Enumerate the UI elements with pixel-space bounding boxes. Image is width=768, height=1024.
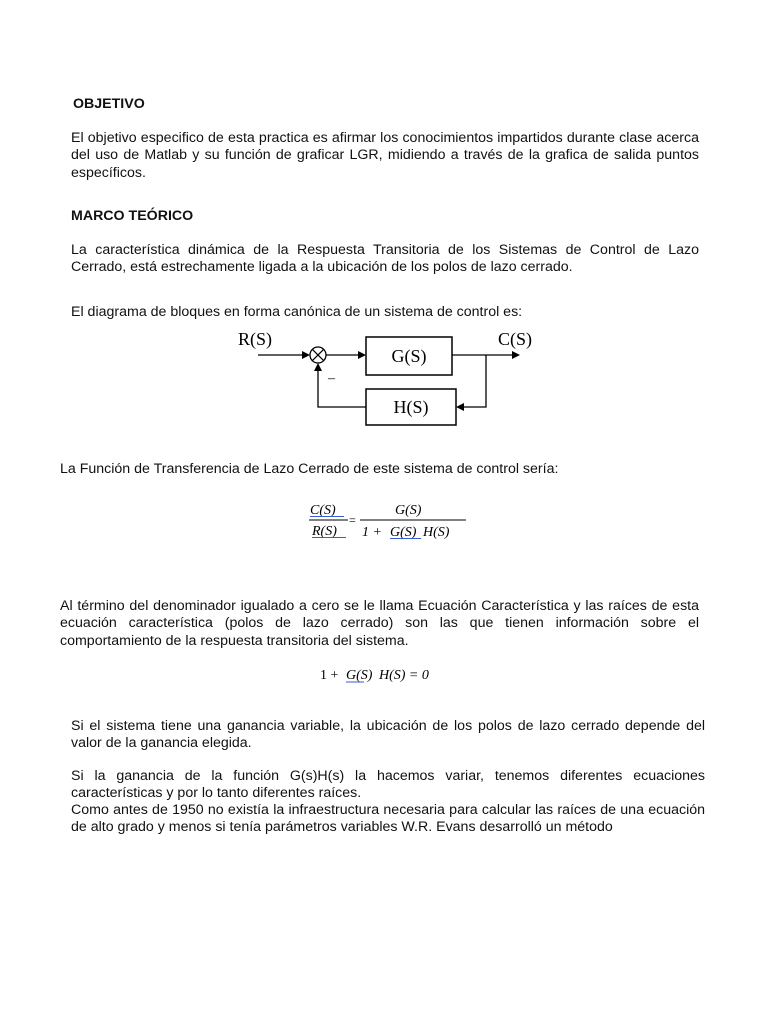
- tf-rhs-den-one: 1 +: [362, 525, 386, 540]
- heading-marco-teorico: MARCO TEÓRICO: [71, 208, 194, 224]
- junction-to-g-arrowhead: [358, 351, 366, 359]
- paragraph-funcion-transferencia: La Función de Transferencia de Lazo Cerrado de este sistema de control sería:: [60, 461, 559, 477]
- forward-block-label: G(S): [391, 346, 427, 366]
- paragraph-objetivo: El objetivo especifico de esta practica es afirmar los conocimientos impartidos durante clase acerca del uso de Matlab y su función de graficar LGR, midiendo a través de la grafica de salida puntos específicos.: [71, 130, 699, 181]
- char-eq-prefix: 1 +: [320, 668, 342, 683]
- feedback-arrowhead-junction: [314, 363, 322, 371]
- char-eq-rest: H(S) = 0: [379, 668, 429, 683]
- paragraph-ganancia-variable: Si el sistema tiene una ganancia variable, la ubicación de los polos de lazo cerrado depende del valor de la ganancia elegida.: [71, 718, 705, 752]
- feedback-sign: –: [328, 371, 335, 386]
- feedback-path-left: [318, 369, 366, 407]
- paragraph-ganancia-variar: Si la ganancia de la función G(s)H(s) la hacemos variar, tenemos diferentes ecuaciones características y por lo tanto diferentes raíces.: [71, 768, 705, 802]
- block-diagram: [230, 325, 550, 437]
- tf-rhs-numerator: G(S): [395, 503, 422, 518]
- output-label-c: C(S): [498, 329, 533, 349]
- input-arrowhead: [302, 351, 310, 359]
- tf-lhs-denominator: R(S): [312, 524, 337, 539]
- paragraph-termino-denominador: Al término del denominador igualado a cero se le llama Ecuación Característica y las raíces de esta ecuación característica (polos de lazo cerrado) son las que tienen información sobre el comportamiento de la respuesta transitoria del sistema.: [60, 598, 699, 649]
- paragraph-caracteristica-dinamica: La característica dinámica de la Respuesta Transitoria de los Sistemas de Control de Lazo Cerrado, está estrechamente ligada a la ubicación de los polos de lazo cerrado.: [71, 242, 699, 276]
- characteristic-equation: [318, 663, 450, 687]
- tf-rhs-den-h: H(S): [423, 525, 450, 540]
- paragraph-evans: Como antes de 1950 no existía la infraestructura necesaria para calcular las raíces de una ecuación de alto grado y menos si tenía parámetros variables W.R. Evans desarrolló un método: [71, 802, 705, 836]
- feedback-block-label: H(S): [393, 397, 429, 417]
- tf-lhs-numerator: C(S): [310, 503, 336, 518]
- feedback-arrowhead-h: [456, 403, 464, 411]
- output-arrowhead: [512, 351, 520, 359]
- transfer-function-formula: [306, 499, 476, 545]
- input-label-r: R(S): [238, 329, 273, 349]
- paragraph-diagrama-intro: El diagrama de bloques en forma canónica de un sistema de control es:: [71, 304, 523, 320]
- tf-rhs-den-g: G(S): [390, 525, 417, 540]
- feedback-path-right: [462, 355, 486, 407]
- char-eq-g: G(S): [346, 668, 373, 683]
- tf-equals: =: [349, 513, 356, 527]
- heading-objetivo: OBJETIVO: [73, 96, 145, 112]
